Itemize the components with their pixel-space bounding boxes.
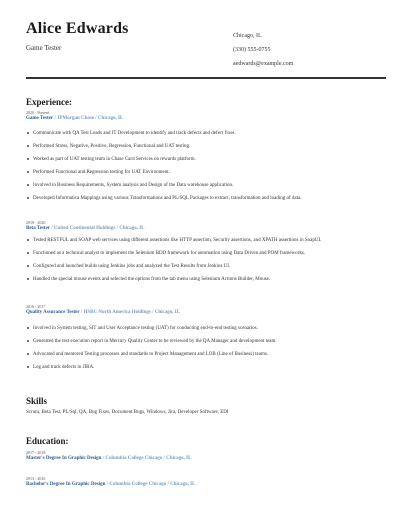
experience-heading: Experience:	[26, 97, 72, 107]
list-item: Functioned as a technical analyst to implement the Selenium BDD framework for automation using Data Driven and POM frameworks.	[26, 247, 386, 260]
list-item: Performed Stress, Negative, Positive, Regression, Functional and UAT testing.	[26, 140, 386, 153]
skills-heading: Skills	[26, 396, 48, 406]
list-item: Worked as part of UAT testing team in Chase Card Services on rewards platform.	[26, 153, 386, 166]
candidate-title: Game Tester	[26, 44, 62, 52]
skills-list: Scrum, Beta Test, PL/Sql, QA, Bug Fixes, Document Bugs, Windows, Jira, Developer Software, EDI	[26, 410, 229, 415]
list-item: Communicate with QA Test Leads and IT Development to identify and track defects and defect fixes.	[26, 127, 386, 140]
job-title: Beta Tester	[26, 226, 51, 231]
school-name: Columbia College Chicago / Chicago, IL	[109, 482, 196, 487]
job-title: Game Tester	[26, 116, 54, 121]
education-degree-line: Bachelor's Degree In Graphic Design / Columbia College Chicago / Chicago, IL	[26, 482, 196, 487]
job-company: United Continental Holdings / Chicago, IL	[53, 226, 145, 231]
list-item: Configured and launched builds using Jenkins jobs and analyzed the Test Results from Jenkins UI.	[26, 260, 386, 273]
header-divider	[26, 77, 386, 79]
job-company: JPMorgan Chase / Chicago, IL	[56, 116, 124, 121]
contact-email[interactable]: aedwards@example.com	[233, 61, 294, 67]
job-entry-1	[26, 110, 386, 205]
list-item: Involved in Business Requirements, System analysis and Design of the Data warehouse application.	[26, 179, 386, 192]
job-entry-3	[26, 304, 386, 374]
job-bullets	[26, 127, 386, 205]
job-title: Quality Assurance Tester	[26, 310, 80, 315]
education-entry-2	[26, 476, 386, 488]
education-degree-line: Master's Degree In Graphic Design / Columbia College Chicago / Chicago, IL	[26, 456, 192, 461]
education-heading: Education:	[26, 436, 69, 446]
job-company: HSBC North America Holdings / Chicago, IL	[83, 310, 181, 315]
degree-name: Bachelor's Degree In Graphic Design	[26, 482, 106, 487]
list-item: Log and track defects in JIRA.	[26, 361, 386, 374]
job-bullets	[26, 322, 386, 374]
job-dates: 2016 - 2017	[26, 304, 46, 309]
job-role: Game Tester / JPMorgan Chase / Chicago, IL	[26, 116, 124, 121]
list-item: Handled the special mouse events and selected the options from the tab menu using Selenium Actions Builder, Mouse.	[26, 273, 386, 286]
job-entry-2	[26, 220, 386, 286]
list-item: Involved in System testing, SIT and User Acceptance testing (UAT) for conducting end-to-end testing scenarios.	[26, 322, 386, 335]
candidate-name: Alice Edwards	[26, 20, 129, 37]
education-dates: 2013 - 2016	[26, 476, 46, 481]
job-role: Quality Assurance Tester / HSBC North America Holdings / Chicago, IL	[26, 310, 181, 315]
job-dates: 2019 - 2020	[26, 220, 46, 225]
list-item: Developed Informatica Mappings using various Transformations and PL/SQL Packages to extract, transformation and loading of data.	[26, 192, 386, 205]
education-dates: 2017 - 2018	[26, 450, 46, 455]
degree-name: Master's Degree In Graphic Design	[26, 456, 102, 461]
job-bullets	[26, 234, 386, 286]
list-item: Performed Functional and Regression testing for UAT Environment.	[26, 166, 386, 179]
education-entry-1	[26, 450, 386, 462]
contact-info	[233, 29, 293, 71]
school-name: Columbia College Chicago / Chicago, IL	[105, 456, 192, 461]
list-item: Tested RESTFUL and SOAP web services using different assertions like HTTP assertion, Security assertions, and XPATH assertions in SoapUI.	[26, 234, 386, 247]
job-role: Beta Tester / United Continental Holdings / Chicago, IL	[26, 226, 145, 231]
list-item: Generated the test execution report in Mercury Quality Center to be reviewed by the QA Manager and development team.	[26, 335, 386, 348]
contact-phone: (330) 555-0755	[233, 47, 271, 53]
job-dates: 2020 - Present	[26, 110, 50, 115]
list-item: Advocated and mentored Testing processes and standards to Project Management and LOB (Line of Business) teams.	[26, 348, 386, 361]
contact-location: Chicago, IL	[233, 33, 262, 39]
